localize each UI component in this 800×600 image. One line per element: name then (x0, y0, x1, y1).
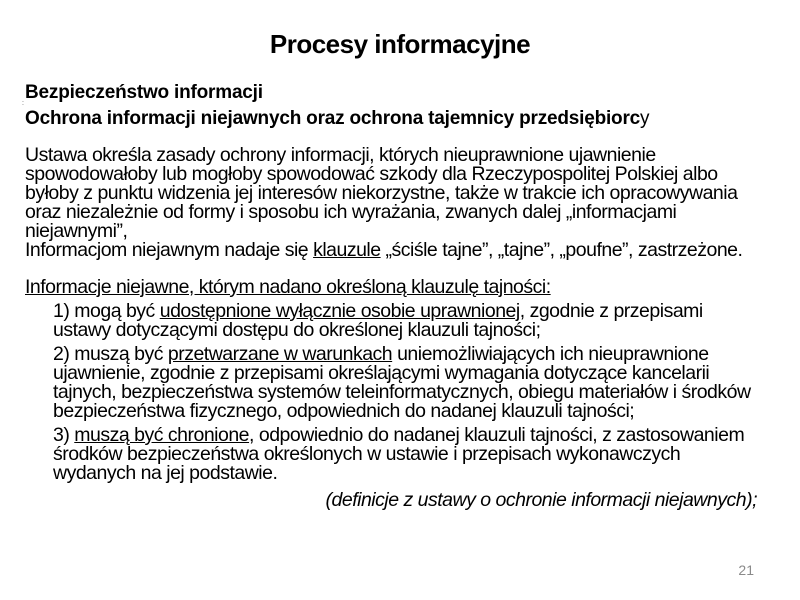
paragraph-ustawa: Ustawa określa zasady ochrony informacji, których nieuprawnione ujawnienie spowodowałoby lub mogłoby spowodować szkody dla Rzeczypospolitej Polskiej albo byłoby z punktu widzenia jej interesów niekorzystne, także w trakcie ich opracowywania oraz niezależnie od formy i sposobu ich wyrażania, zwanych dalej „informacjami niejawnymi”, (25, 144, 738, 242)
list-item-1: 1) mogą być udostępnione wyłącznie osobie uprawnionej, zgodnie z przepisami ustawy dotyczącymi dostępu do określonej klauzuli tajności; (53, 300, 703, 341)
slide-body (25, 146, 757, 510)
page-number: 21 (738, 562, 754, 578)
list-item-3: 3) muszą być chronione, odpowiednio do nadanej klauzuli tajności, z zastosowaniem środków bezpieczeństwa określonych w ustawie i przepisach wykonawczych wydanych na jej podstawie. (53, 424, 745, 484)
list-intro-heading: Informacje niejawne, którym nadano określoną klauzulę tajności: (25, 276, 551, 298)
subsection-heading-ochrona: Ochrona informacji niejawnych oraz ochrona tajemnicy przedsiębiorcy (25, 108, 650, 129)
footnote-citation: (definicje z ustawy o ochronie informacji niejawnych); (325, 489, 757, 511)
section-heading-bezpieczenstwo: Bezpieczeństwo informacji (25, 82, 263, 103)
paragraph-klauzule: Informacjom niejawnym nadaje się klauzule „ściśle tajne”, „tajne”, „poufne”, zastrzeżone. (25, 239, 743, 261)
slide-title: Procesy informacyjne (269, 29, 531, 59)
stray-colon-mark: : (22, 100, 24, 107)
list-item-2: 2) muszą być przetwarzane w warunkach uniemożliwiających ich nieuprawnione ujawnienie, zgodnie z przepisami określającymi wymagania dotyczące kancelarii tajnych, bezpieczeństwa systemów teleinformatycznych, obiegu materiałów i środków bezpieczeństwa fizycznego, odpowiednich do nadanej klauzuli tajności; (53, 343, 751, 422)
